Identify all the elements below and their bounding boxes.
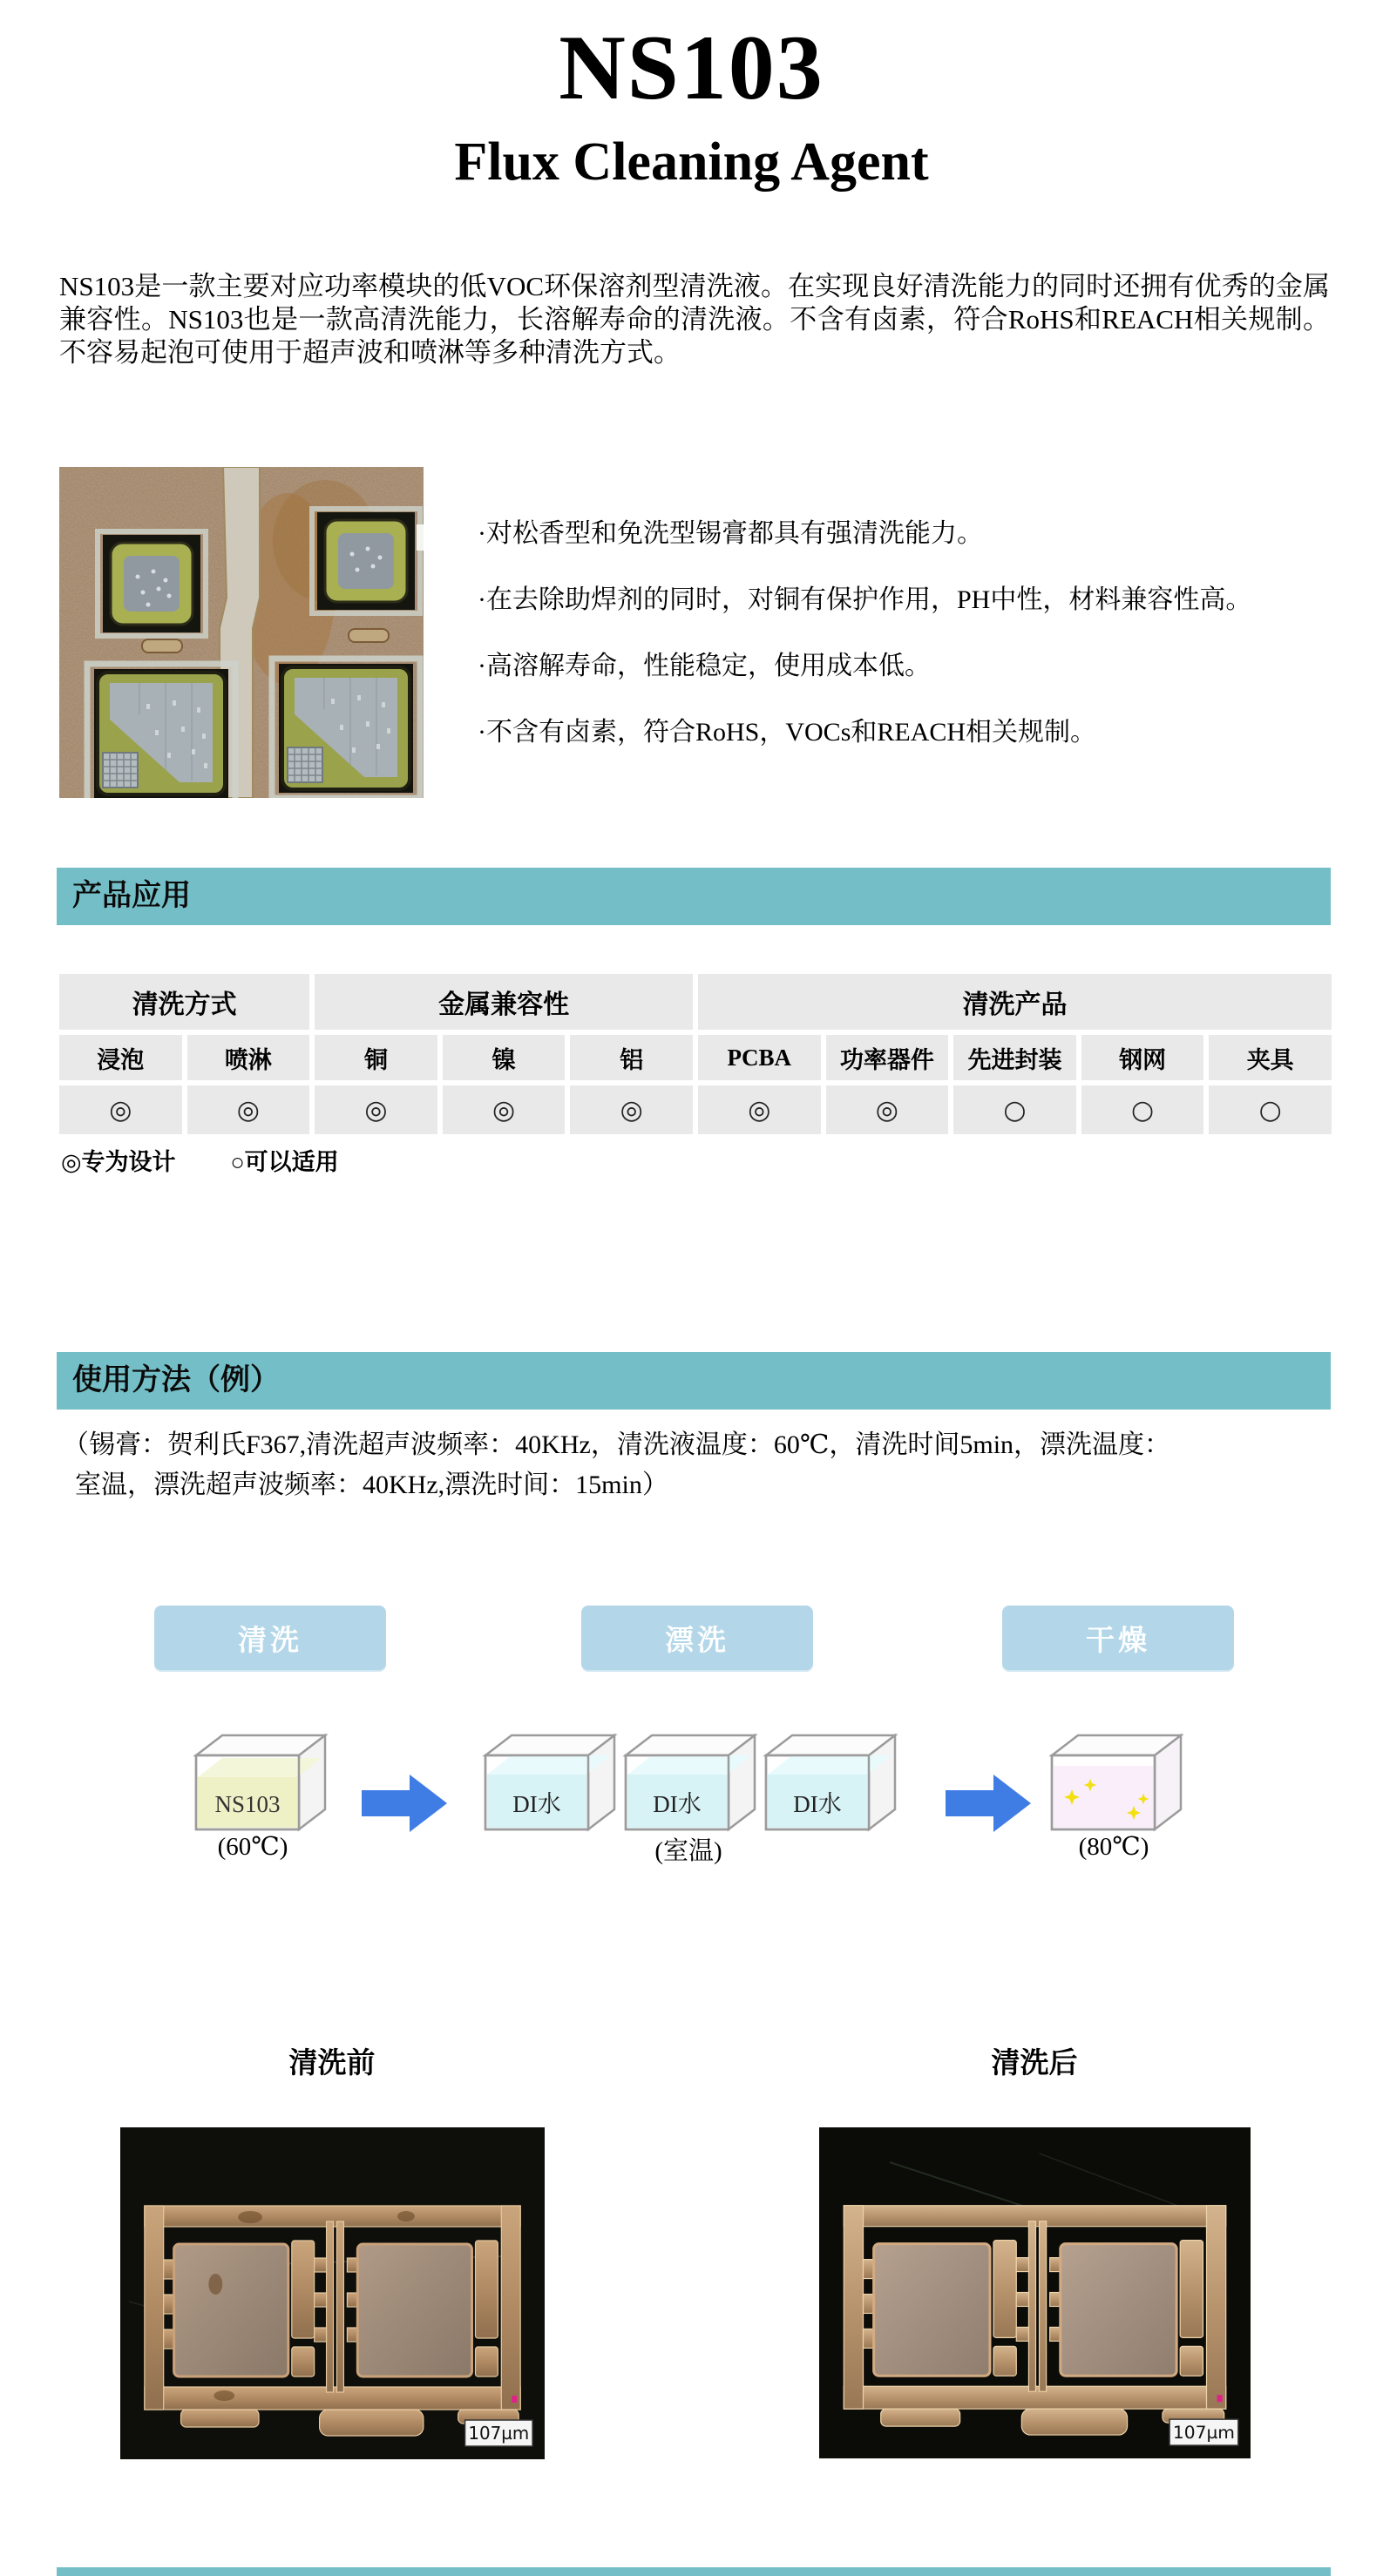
rinse-tank-label: DI水 xyxy=(653,1791,702,1817)
rinse-tank-label: DI水 xyxy=(793,1791,842,1817)
feature-item: ·在去除助焊剂的同时，对铜有保护作用，PH中性，材料兼容性高。 xyxy=(478,585,1252,614)
usage-conditions-line1: （锡膏：贺利氏F367,清洗超声波频率：40KHz，清洗液温度：60℃，清洗时间5min，漂洗温度： xyxy=(63,1430,1171,1459)
table-column-header: 钢网 xyxy=(1081,1035,1204,1080)
table-column-header: 喷淋 xyxy=(187,1035,310,1080)
process-step-dry: 干燥 xyxy=(1002,1606,1234,1670)
dry-temp-label: (80℃) xyxy=(1078,1833,1149,1861)
feature-item: ·不含有卤素，符合RoHS，VOCs和REACH相关规制。 xyxy=(478,718,1097,747)
rating-symbol: ◎ xyxy=(443,1085,566,1134)
application-table xyxy=(59,974,1332,1134)
table-column-header: 浸泡 xyxy=(59,1035,182,1080)
table-column-header: 先进封装 xyxy=(953,1035,1076,1080)
page-title: NS103 xyxy=(559,17,824,118)
rating-symbol: ○ xyxy=(1081,1085,1204,1134)
flow-arrow-1 xyxy=(362,1775,447,1832)
feature-list xyxy=(478,516,1358,781)
rinse-tank-label: DI水 xyxy=(512,1791,561,1817)
legend-designed: ◎专为设计 xyxy=(61,1149,176,1175)
before-label: 清洗前 xyxy=(288,2048,376,2079)
scale-bar-label: 107µm xyxy=(468,2423,530,2444)
rating-symbol: ◎ xyxy=(315,1085,437,1134)
rating-symbol: ◎ xyxy=(187,1085,310,1134)
legend-applicable: ○可以适用 xyxy=(230,1149,339,1175)
product-photo xyxy=(59,467,424,798)
intro-paragraph: NS103是一款主要对应功率模块的低VOC环保溶剂型清洗液。在实现良好清洗能力的同时还拥有优秀的金属兼容性。NS103也是一款高清洗能力，长溶解寿命的清洗液。不含有卤素，符合RoHS和REACH相关规制。不容易起泡可使用于超声波和喷淋等多种清洗方式。 xyxy=(59,271,1330,368)
feature-item: ·高溶解寿命，性能稳定，使用成本低。 xyxy=(478,652,931,680)
after-label: 清洗后 xyxy=(991,2048,1078,2079)
table-column-header: 铝 xyxy=(570,1035,693,1080)
page-subtitle: Flux Cleaning Agent xyxy=(454,132,929,192)
before-photo xyxy=(120,2127,545,2459)
table-column-header: 铜 xyxy=(315,1035,437,1080)
rating-symbol: ◎ xyxy=(698,1085,821,1134)
table-legend xyxy=(61,1143,388,1177)
rinse-temp-label: (室温) xyxy=(654,1837,722,1865)
table-column-header: 功率器件 xyxy=(826,1035,949,1080)
table-column-header: PCBA xyxy=(698,1035,821,1080)
rating-symbol: ◎ xyxy=(570,1085,693,1134)
rating-symbol: ○ xyxy=(1209,1085,1332,1134)
rating-symbol: ◎ xyxy=(59,1085,182,1134)
usage-conditions-line2: 室温，漂洗超声波频率：40KHz,漂洗时间：15min） xyxy=(75,1471,668,1499)
process-step-wash: 清洗 xyxy=(154,1606,386,1670)
section-header-usage: 使用方法（例） xyxy=(57,1352,1331,1410)
rating-symbol: ◎ xyxy=(826,1085,949,1134)
flow-arrow-2 xyxy=(946,1775,1031,1832)
usage-conditions xyxy=(63,1425,1326,1505)
table-group-header: 清洗方式 xyxy=(59,974,309,1030)
wash-temp-label: (60℃) xyxy=(217,1833,288,1861)
process-step-rinse: 漂洗 xyxy=(581,1606,813,1670)
table-group-header: 清洗产品 xyxy=(698,974,1332,1030)
section-header-application: 产品应用 xyxy=(57,868,1331,925)
table-group-header: 金属兼容性 xyxy=(315,974,693,1030)
after-photo xyxy=(819,2127,1251,2458)
table-column-header: 镍 xyxy=(443,1035,566,1080)
table-column-header: 夹具 xyxy=(1209,1035,1332,1080)
wash-tank-label: NS103 xyxy=(214,1791,281,1817)
scale-bar-label: 107µm xyxy=(1172,2422,1235,2444)
rating-symbol: ○ xyxy=(953,1085,1076,1134)
feature-item: ·对松香型和免洗型锡膏都具有强清洗能力。 xyxy=(478,519,983,548)
section-bar-cutoff xyxy=(57,2567,1331,2576)
